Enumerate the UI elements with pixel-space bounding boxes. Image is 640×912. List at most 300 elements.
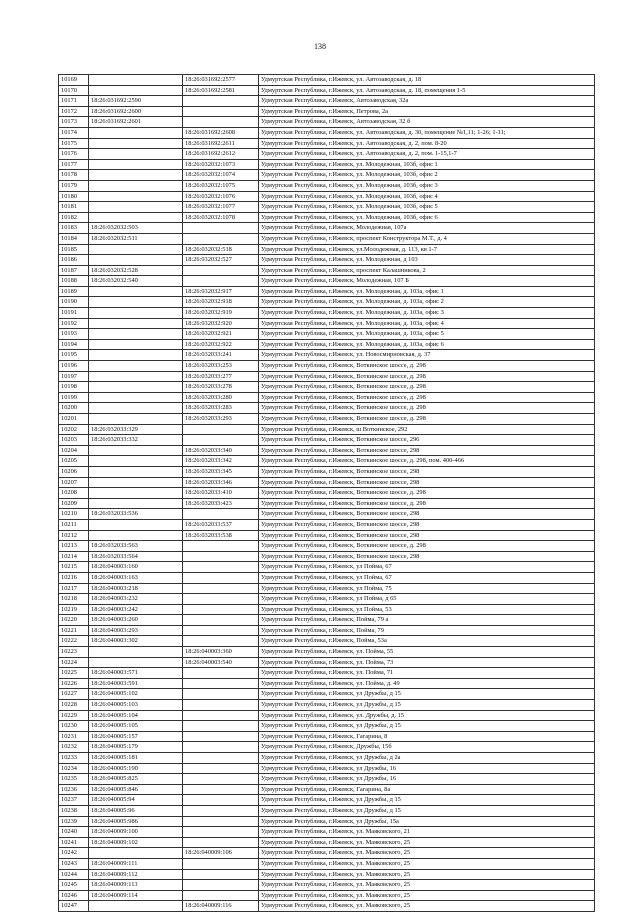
building-number-cell: 18:26:032032:920 — [183, 318, 259, 329]
land-plot-number-cell: 18:26:031692:2590 — [89, 96, 183, 107]
table-row — [59, 339, 595, 350]
building-number-cell — [183, 721, 259, 732]
row-number-cell: 10205 — [59, 456, 89, 467]
address-cell: Удмуртская Республика, г.Ижевск, ул. Пойма, д. 49 — [259, 678, 595, 689]
table-row — [59, 244, 595, 255]
row-number-cell: 10172 — [59, 106, 89, 117]
building-number-cell — [183, 827, 259, 838]
table-row — [59, 795, 595, 806]
address-cell: Удмуртская Республика, г.Ижевск, Пойма, 79 — [259, 625, 595, 636]
address-cell: Удмуртская Республика, г.Ижевск, ул. Маяковского, 21 — [259, 827, 595, 838]
row-number-cell: 10217 — [59, 583, 89, 594]
building-number-cell — [183, 837, 259, 848]
row-number-cell: 10214 — [59, 551, 89, 562]
row-number-cell: 10203 — [59, 435, 89, 446]
land-plot-number-cell: 18:26:040009:112 — [89, 869, 183, 880]
row-number-cell: 10243 — [59, 858, 89, 869]
row-number-cell: 10182 — [59, 212, 89, 223]
land-plot-number-cell: 18:26:040003:232 — [89, 594, 183, 605]
land-plot-number-cell — [89, 901, 183, 912]
table-row — [59, 668, 595, 679]
land-plot-number-cell — [89, 848, 183, 859]
building-number-cell: 18:26:032032:918 — [183, 297, 259, 308]
row-number-cell: 10187 — [59, 265, 89, 276]
row-number-cell: 10188 — [59, 276, 89, 287]
table-row — [59, 901, 595, 912]
land-plot-number-cell: 18:26:040009:100 — [89, 827, 183, 838]
address-cell: Удмуртская Республика, г.Ижевск, проспект Калашникова, 2 — [259, 265, 595, 276]
building-number-cell — [183, 890, 259, 901]
address-cell: Удмуртская Республика, г.Ижевск, Молодежная, 107 Б — [259, 276, 595, 287]
land-plot-number-cell — [89, 127, 183, 138]
land-plot-number-cell: 18:26:040005:104 — [89, 710, 183, 721]
address-cell: Удмуртская Республика, г.Ижевск, ул. Молодежная, д. 103а, офис 5 — [259, 329, 595, 340]
land-plot-number-cell — [89, 361, 183, 372]
address-cell: Удмуртская Республика, г.Ижевск, ул. Дружбы, д. 15 — [259, 710, 595, 721]
address-cell: Удмуртская Республика, г.Ижевск, Воткинское шоссе, 298 — [259, 551, 595, 562]
table-row — [59, 382, 595, 393]
row-number-cell: 10238 — [59, 805, 89, 816]
row-number-cell: 10235 — [59, 774, 89, 785]
table-row — [59, 509, 595, 520]
row-number-cell: 10198 — [59, 382, 89, 393]
row-number-cell: 10204 — [59, 445, 89, 456]
table-row — [59, 85, 595, 96]
address-cell: Удмуртская Республика, г.Ижевск, Воткинское шоссе, д. 298 — [259, 414, 595, 425]
land-plot-number-cell: 18:26:040005:190 — [89, 763, 183, 774]
address-cell: Удмуртская Республика, г.Ижевск, ул. Маяковского, 25 — [259, 848, 595, 859]
building-number-cell: 18:26:031692:2611 — [183, 138, 259, 149]
table-row — [59, 286, 595, 297]
address-cell: Удмуртская Республика, г.Ижевск, ул. Молодежная, 103б, офис 6 — [259, 212, 595, 223]
row-number-cell: 10230 — [59, 721, 89, 732]
building-number-cell — [183, 265, 259, 276]
building-number-cell: 18:26:032033:410 — [183, 488, 259, 499]
address-cell: Удмуртская Республика, г.Ижевск, ул. Молодежная, д. 103а, офис 1 — [259, 286, 595, 297]
address-cell: Удмуртская Республика, г.Ижевск, ул. Маяковского, 25 — [259, 837, 595, 848]
land-plot-number-cell: 18:26:040003:160 — [89, 562, 183, 573]
land-plot-number-cell: 18:26:040003:218 — [89, 583, 183, 594]
building-number-cell — [183, 583, 259, 594]
land-plot-number-cell — [89, 244, 183, 255]
land-plot-number-cell: 18:26:032032:528 — [89, 265, 183, 276]
address-cell: Удмуртская Республика, г.Ижевск, Воткинское шоссе, д. 298 — [259, 382, 595, 393]
building-number-cell: 18:26:031692:2608 — [183, 127, 259, 138]
land-plot-number-cell — [89, 329, 183, 340]
building-number-cell: 18:26:032033:346 — [183, 477, 259, 488]
row-number-cell: 10169 — [59, 75, 89, 86]
land-plot-number-cell — [89, 191, 183, 202]
table-row — [59, 488, 595, 499]
table-row — [59, 318, 595, 329]
address-cell: Удмуртская Республика, г.Ижевск, Воткинское шоссе, 298 — [259, 509, 595, 520]
address-cell: Удмуртская Республика, г.Ижевск, ул Дружбы, д 15 — [259, 805, 595, 816]
building-number-cell — [183, 858, 259, 869]
land-plot-number-cell — [89, 414, 183, 425]
row-number-cell: 10228 — [59, 700, 89, 711]
address-cell: Удмуртская Республика, г.Ижевск, ул Дружбы, д 15 — [259, 721, 595, 732]
row-number-cell: 10210 — [59, 509, 89, 520]
row-number-cell: 10170 — [59, 85, 89, 96]
table-row — [59, 159, 595, 170]
address-cell: Удмуртская Республика, г.Ижевск, Автозаводская, 32а — [259, 96, 595, 107]
row-number-cell: 10190 — [59, 297, 89, 308]
building-number-cell — [183, 763, 259, 774]
building-number-cell: 18:26:032032:1074 — [183, 170, 259, 181]
land-plot-number-cell: 18:26:040005:986 — [89, 816, 183, 827]
land-plot-number-cell: 18:26:032033:536 — [89, 509, 183, 520]
land-plot-number-cell: 18:26:040009:102 — [89, 837, 183, 848]
table-row — [59, 721, 595, 732]
row-number-cell: 10186 — [59, 255, 89, 266]
row-number-cell: 10234 — [59, 763, 89, 774]
land-plot-number-cell: 18:26:032033:329 — [89, 424, 183, 435]
address-cell: Удмуртская Республика, г.Ижевск, ул. Автозаводская, д. 18, помещения 1-5 — [259, 85, 595, 96]
land-plot-number-cell: 18:26:040005:96 — [89, 805, 183, 816]
address-cell: Удмуртская Республика, г.Ижевск, ул Дружбы, д 15 — [259, 795, 595, 806]
table-row — [59, 255, 595, 266]
address-cell: Удмуртская Республика, г.Ижевск, Воткинское шоссе, 298 — [259, 519, 595, 530]
address-cell: Удмуртская Республика, г.Ижевск, ул. Автозаводская, д. 2, пом. 8-20 — [259, 138, 595, 149]
address-cell: Удмуртская Республика, г.Ижевск, Автозаводская, 32 б — [259, 117, 595, 128]
building-number-cell — [183, 805, 259, 816]
table-row — [59, 572, 595, 583]
building-number-cell — [183, 869, 259, 880]
land-plot-number-cell: 18:26:040003:260 — [89, 615, 183, 626]
building-number-cell — [183, 774, 259, 785]
row-number-cell: 10216 — [59, 572, 89, 583]
land-plot-number-cell — [89, 202, 183, 213]
building-number-cell: 18:26:032032:1078 — [183, 212, 259, 223]
land-plot-number-cell — [89, 498, 183, 509]
building-number-cell — [183, 509, 259, 520]
address-cell: Удмуртская Республика, г.Ижевск, Воткинское шоссе, д. 298 — [259, 371, 595, 382]
land-plot-number-cell — [89, 297, 183, 308]
table-row — [59, 456, 595, 467]
building-number-cell: 18:26:032032:518 — [183, 244, 259, 255]
table-row — [59, 308, 595, 319]
land-plot-number-cell: 18:26:040009:114 — [89, 890, 183, 901]
table-row — [59, 138, 595, 149]
land-plot-number-cell — [89, 382, 183, 393]
row-number-cell: 10231 — [59, 731, 89, 742]
building-number-cell — [183, 880, 259, 891]
row-number-cell: 10181 — [59, 202, 89, 213]
building-number-cell — [183, 435, 259, 446]
land-plot-number-cell: 18:26:040005:157 — [89, 731, 183, 742]
building-number-cell — [183, 710, 259, 721]
table-row — [59, 350, 595, 361]
land-plot-number-cell: 18:26:040009:113 — [89, 880, 183, 891]
row-number-cell: 10225 — [59, 668, 89, 679]
building-number-cell — [183, 223, 259, 234]
land-plot-number-cell — [89, 519, 183, 530]
table-row — [59, 530, 595, 541]
table-body — [59, 75, 595, 912]
address-cell: Удмуртская Республика, г.Ижевск, ул. Молодежная, д. 103а, офис 6 — [259, 339, 595, 350]
table-row — [59, 445, 595, 456]
row-number-cell: 10174 — [59, 127, 89, 138]
table-row — [59, 498, 595, 509]
land-plot-number-cell — [89, 477, 183, 488]
land-plot-number-cell: 18:26:040005:825 — [89, 774, 183, 785]
address-cell: Удмуртская Республика, г.Ижевск, ул. Молодежная, 103б, офис 2 — [259, 170, 595, 181]
address-cell: Удмуртская Республика, г.Ижевск, Гагарина, 8а — [259, 784, 595, 795]
row-number-cell: 10247 — [59, 901, 89, 912]
land-plot-number-cell: 18:26:032033:332 — [89, 435, 183, 446]
row-number-cell: 10196 — [59, 361, 89, 372]
row-number-cell: 10211 — [59, 519, 89, 530]
address-cell: Удмуртская Республика, г.Ижевск, ул. Молодежная, д. 103а, офис 3 — [259, 308, 595, 319]
address-cell: Удмуртская Республика, г.Ижевск, ул. Пойма, 73 — [259, 657, 595, 668]
land-plot-number-cell — [89, 255, 183, 266]
address-cell: Удмуртская Республика, г.Ижевск, ул Дружбы, д 2а — [259, 753, 595, 764]
address-cell: Удмуртская Республика, г.Ижевск, ул. Автозаводская, д. 18 — [259, 75, 595, 86]
address-cell: Удмуртская Республика, г.Ижевск, ул Дружбы, д 15 — [259, 700, 595, 711]
land-plot-number-cell — [89, 392, 183, 403]
row-number-cell: 10229 — [59, 710, 89, 721]
building-number-cell — [183, 424, 259, 435]
address-cell: Удмуртская Республика, г.Ижевск, Воткинское шоссе, д. 298 — [259, 498, 595, 509]
table-row — [59, 106, 595, 117]
table-row — [59, 753, 595, 764]
address-cell: Удмуртская Республика, г.Ижевск, Воткинское шоссе, 298 — [259, 530, 595, 541]
row-number-cell: 10219 — [59, 604, 89, 615]
building-number-cell: 18:26:032033:241 — [183, 350, 259, 361]
address-cell: Удмуртская Республика, г.Ижевск, ул Пойма, 53 — [259, 604, 595, 615]
land-plot-number-cell: 18:26:040003:293 — [89, 625, 183, 636]
table-row — [59, 233, 595, 244]
building-number-cell — [183, 784, 259, 795]
building-number-cell: 18:26:031692:2612 — [183, 149, 259, 160]
row-number-cell: 10200 — [59, 403, 89, 414]
table-row — [59, 583, 595, 594]
table-row — [59, 774, 595, 785]
address-cell: Удмуртская Республика, г.Ижевск, Воткинское шоссе, д. 298, пом. 400-466 — [259, 456, 595, 467]
land-plot-number-cell: 18:26:040003:302 — [89, 636, 183, 647]
table-row — [59, 816, 595, 827]
row-number-cell: 10218 — [59, 594, 89, 605]
building-number-cell — [183, 117, 259, 128]
address-cell: Удмуртская Республика, г.Ижевск, ул. Автозаводская, д. 2, пом. 1-15,1-7 — [259, 149, 595, 160]
address-cell: Удмуртская Республика, г.Ижевск, ул. Молодежная, 103б, офис 5 — [259, 202, 595, 213]
building-number-cell: 18:26:032033:340 — [183, 445, 259, 456]
address-cell: Удмуртская Республика, г.Ижевск, ул. Маяковского, 25 — [259, 901, 595, 912]
building-number-cell: 18:26:032032:1077 — [183, 202, 259, 213]
row-number-cell: 10195 — [59, 350, 89, 361]
building-number-cell — [183, 604, 259, 615]
building-number-cell — [183, 276, 259, 287]
row-number-cell: 10232 — [59, 742, 89, 753]
table-row — [59, 827, 595, 838]
land-plot-number-cell: 18:26:040005:179 — [89, 742, 183, 753]
building-number-cell — [183, 678, 259, 689]
table-row — [59, 329, 595, 340]
address-cell: Удмуртская Республика, г.Ижевск, Воткинское шоссе, 298 — [259, 477, 595, 488]
land-plot-number-cell — [89, 180, 183, 191]
land-plot-number-cell — [89, 286, 183, 297]
table-row — [59, 890, 595, 901]
row-number-cell: 10171 — [59, 96, 89, 107]
table-row — [59, 223, 595, 234]
table-row — [59, 869, 595, 880]
land-plot-number-cell: 18:26:040003:242 — [89, 604, 183, 615]
land-plot-number-cell — [89, 75, 183, 86]
building-number-cell — [183, 668, 259, 679]
row-number-cell: 10207 — [59, 477, 89, 488]
building-number-cell: 18:26:032032:917 — [183, 286, 259, 297]
table-row — [59, 858, 595, 869]
table-row — [59, 519, 595, 530]
building-number-cell — [183, 572, 259, 583]
land-plot-number-cell — [89, 488, 183, 499]
building-number-cell — [183, 562, 259, 573]
building-number-cell: 18:26:031692:2577 — [183, 75, 259, 86]
address-cell: Удмуртская Республика, г.Ижевск, ул. Маяковского, 25 — [259, 869, 595, 880]
building-number-cell: 18:26:032032:919 — [183, 308, 259, 319]
building-number-cell: 18:26:032033:345 — [183, 466, 259, 477]
table-row — [59, 361, 595, 372]
building-number-cell — [183, 700, 259, 711]
building-number-cell — [183, 594, 259, 605]
address-cell: Удмуртская Республика, г.Ижевск, Воткинское шоссе, 298 — [259, 466, 595, 477]
table-row — [59, 212, 595, 223]
table-row — [59, 403, 595, 414]
address-cell: Удмуртская Республика, г.Ижевск, ул. Молодежная, 103б, офис 3 — [259, 180, 595, 191]
address-cell: Удмуртская Республика, г.Ижевск, ул Дружбы, 16 — [259, 774, 595, 785]
row-number-cell: 10240 — [59, 827, 89, 838]
address-cell: Удмуртская Республика, г.Ижевск, ул. Молодежная, 103б, офис 1 — [259, 159, 595, 170]
table-row — [59, 371, 595, 382]
land-plot-number-cell — [89, 657, 183, 668]
address-cell: Удмуртская Республика, г.Ижевск, ул. Молодежная, 103б, офис 4 — [259, 191, 595, 202]
row-number-cell: 10191 — [59, 308, 89, 319]
table-row — [59, 117, 595, 128]
row-number-cell: 10185 — [59, 244, 89, 255]
row-number-cell: 10176 — [59, 149, 89, 160]
table-row — [59, 424, 595, 435]
address-cell: Удмуртская Республика, г.Ижевск, ул. Молодежная, д. 103а, офис 4 — [259, 318, 595, 329]
address-cell: Удмуртская Республика, г.Ижевск, проспект Конструктора М.Т., д. 4 — [259, 233, 595, 244]
table-row — [59, 678, 595, 689]
row-number-cell: 10201 — [59, 414, 89, 425]
table-row — [59, 392, 595, 403]
row-number-cell: 10223 — [59, 647, 89, 658]
address-cell: Удмуртская Республика, г.Ижевск, ул. Маяковского, 25 — [259, 880, 595, 891]
land-plot-number-cell: 18:26:040005:103 — [89, 700, 183, 711]
land-plot-number-cell — [89, 138, 183, 149]
land-plot-number-cell: 18:26:031692:2600 — [89, 106, 183, 117]
address-cell: Удмуртская Республика, г.Ижевск, ул Пойма, 75 — [259, 583, 595, 594]
address-cell: Удмуртская Республика, г.Ижевск, Воткинское шоссе, д. 298 — [259, 541, 595, 552]
land-plot-number-cell: 18:26:031692:2601 — [89, 117, 183, 128]
row-number-cell: 10194 — [59, 339, 89, 350]
table-row — [59, 562, 595, 573]
building-number-cell: 18:26:032032:1076 — [183, 191, 259, 202]
row-number-cell: 10177 — [59, 159, 89, 170]
row-number-cell: 10237 — [59, 795, 89, 806]
address-cell: Удмуртская Республика, г.Ижевск, Воткинское шоссе, д. 298 — [259, 403, 595, 414]
address-cell: Удмуртская Республика, г.Ижевск, ул. Молодежная, д 103 — [259, 255, 595, 266]
land-plot-number-cell — [89, 403, 183, 414]
building-number-cell — [183, 689, 259, 700]
building-number-cell: 18:26:040009:116 — [183, 901, 259, 912]
table-row — [59, 805, 595, 816]
address-cell: Удмуртская Республика, г.Ижевск, ул. Автозаводская, д. 30, помещение №1,11; 1-26; 1-11; — [259, 127, 595, 138]
table-row — [59, 731, 595, 742]
building-number-cell — [183, 615, 259, 626]
page-number: 138 — [314, 42, 326, 51]
row-number-cell: 10233 — [59, 753, 89, 764]
land-plot-number-cell — [89, 466, 183, 477]
row-number-cell: 10189 — [59, 286, 89, 297]
row-number-cell: 10208 — [59, 488, 89, 499]
table-row — [59, 837, 595, 848]
address-cell: Удмуртская Республика, г.Ижевск, Воткинское шоссе, 296 — [259, 435, 595, 446]
address-cell: Удмуртская Республика, г.Ижевск, ул. Пойма, 55 — [259, 647, 595, 658]
row-number-cell: 10199 — [59, 392, 89, 403]
row-number-cell: 10227 — [59, 689, 89, 700]
address-cell: Удмуртская Республика, г.Ижевск, ул. Пойма, 71 — [259, 668, 595, 679]
building-number-cell: 18:26:032032:921 — [183, 329, 259, 340]
land-plot-number-cell: 18:26:032032:503 — [89, 223, 183, 234]
table-row — [59, 710, 595, 721]
table-row — [59, 414, 595, 425]
table-row — [59, 636, 595, 647]
row-number-cell: 10173 — [59, 117, 89, 128]
land-plot-number-cell: 18:26:032033:563 — [89, 541, 183, 552]
land-plot-number-cell — [89, 318, 183, 329]
building-number-cell: 18:26:032033:253 — [183, 361, 259, 372]
land-plot-number-cell — [89, 212, 183, 223]
row-number-cell: 10193 — [59, 329, 89, 340]
building-number-cell — [183, 816, 259, 827]
table-row — [59, 700, 595, 711]
building-number-cell: 18:26:032033:278 — [183, 382, 259, 393]
table-row — [59, 784, 595, 795]
building-number-cell: 18:26:032032:1075 — [183, 180, 259, 191]
row-number-cell: 10197 — [59, 371, 89, 382]
table-row — [59, 297, 595, 308]
building-number-cell: 18:26:032033:283 — [183, 403, 259, 414]
row-number-cell: 10209 — [59, 498, 89, 509]
address-cell: Удмуртская Республика, г.Ижевск, ул. Молодежная, д. 103а, офис 2 — [259, 297, 595, 308]
table-row — [59, 127, 595, 138]
address-cell: Удмуртская Республика, г.Ижевск, Дружбы, 15б — [259, 742, 595, 753]
table-row — [59, 96, 595, 107]
land-plot-number-cell — [89, 445, 183, 456]
table-row — [59, 149, 595, 160]
table-row — [59, 75, 595, 86]
building-number-cell: 18:26:032033:280 — [183, 392, 259, 403]
row-number-cell: 10241 — [59, 837, 89, 848]
table-row — [59, 180, 595, 191]
row-number-cell: 10236 — [59, 784, 89, 795]
table-row — [59, 265, 595, 276]
address-cell: Удмуртская Республика, г.Ижевск, ул Пойма, 67 — [259, 562, 595, 573]
building-number-cell: 18:26:040003:360 — [183, 647, 259, 658]
building-number-cell — [183, 625, 259, 636]
row-number-cell: 10246 — [59, 890, 89, 901]
table-row — [59, 202, 595, 213]
building-number-cell — [183, 636, 259, 647]
table-row — [59, 477, 595, 488]
building-number-cell — [183, 96, 259, 107]
building-number-cell: 18:26:040009:106 — [183, 848, 259, 859]
building-number-cell — [183, 753, 259, 764]
address-cell: Удмуртская Республика, г.Ижевск, Молодежная, 107а — [259, 223, 595, 234]
table-row — [59, 625, 595, 636]
